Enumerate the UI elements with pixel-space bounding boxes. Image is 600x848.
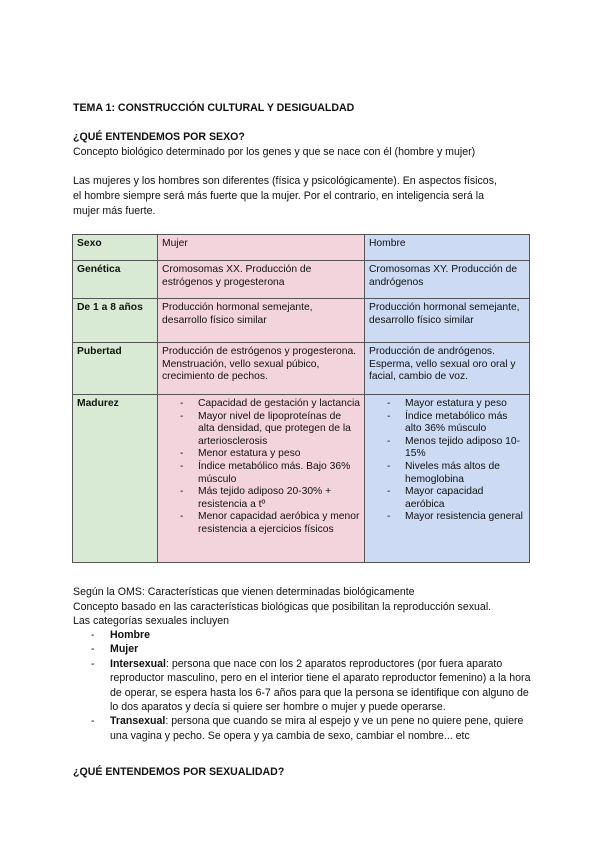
sexual-categories-list	[88, 628, 538, 743]
table-row	[73, 299, 530, 343]
row-label: De 1 a 8 años	[73, 299, 158, 343]
list-item: - Mayor nivel de lipoproteínas de alta densidad, que protegen de la arteriosclerosis	[176, 411, 360, 449]
mujer-madurez-cell	[158, 395, 365, 563]
list-item: - Menor estatura y peso	[176, 448, 360, 461]
sexo-definition: Concepto biológico determinado por los genes y que se nace con él (hombre y mujer)	[73, 146, 476, 158]
list-item: - Mayor resistencia general	[383, 511, 525, 524]
differences-paragraph	[73, 174, 533, 219]
hombre-madurez-cell	[365, 395, 530, 563]
mujer-cell: Producción hormonal semejante, desarrollo físico similar	[158, 299, 365, 343]
list-item: - Índice metabólico más alto 36% músculo	[383, 411, 525, 436]
hombre-cell: Cromosomas XY. Producción de andrógenos	[365, 261, 530, 299]
list-item: - Niveles más altos de hemoglobina	[383, 461, 525, 486]
table-header-row	[73, 235, 530, 261]
section-heading-sexo: ¿QUÉ ENTENDEMOS POR SEXO?	[73, 131, 245, 143]
category-item	[88, 628, 538, 642]
list-item: - Capacidad de gestación y lactancia	[176, 398, 360, 411]
oms-line: Según la OMS: Características que vienen determinadas biológicamente	[73, 586, 415, 598]
category-term: Intersexual	[110, 657, 166, 670]
list-item: - Más tejido adiposo 20-30% + resistencia a tº	[176, 486, 360, 511]
row-label: Pubertad	[73, 343, 158, 395]
table-row	[73, 343, 530, 395]
category-item	[88, 642, 538, 656]
header-cell-mujer: Mujer	[158, 235, 365, 261]
category-description: : persona que nace con los 2 aparatos reproductores (por fuera aparato reproductor masculino, pero en el interior tiene el aparato reproductor femenino) a la hora de operar, se espera hasta los 6-7 años para que la persona se identifique con alguno de lo dos aparatos y decía si quiere ser hombre o mujer y puede operarse.	[110, 657, 531, 714]
table-row	[73, 261, 530, 299]
hombre-cell: Producción hormonal semejante, desarrollo físico similar	[365, 299, 530, 343]
row-label: Madurez	[73, 395, 158, 563]
hombre-cell: Producción de andrógenos. Esperma, vello sexual oro oral y facial, cambio de voz.	[365, 343, 530, 395]
category-term: Hombre	[110, 629, 151, 641]
list-item: - Mayor capacidad aeróbica	[383, 486, 525, 511]
category-item	[88, 714, 538, 743]
list-item: - Mayor estatura y peso	[383, 398, 525, 411]
mujer-madurez-list	[162, 398, 360, 537]
mujer-cell: Producción de estrógenos y progesterona. Menstruación, vello sexual púbico, crecimiento de pechos.	[158, 343, 365, 395]
row-label: Genética	[73, 261, 158, 299]
section-heading-sexualidad: ¿QUÉ ENTENDEMOS POR SEXUALIDAD?	[73, 766, 285, 778]
list-item: - Índice metabólico más. Bajo 36% músculo	[176, 461, 360, 486]
table-row-madurez	[73, 395, 530, 563]
oms-concept-line: Concepto basado en las características biológicas que posibilitan la reproducción sexual.	[73, 601, 492, 613]
header-cell-hombre: Hombre	[365, 235, 530, 261]
category-term: Transexual	[110, 715, 166, 728]
category-item	[88, 657, 538, 715]
list-item: - Menos tejido adiposo 10-15%	[383, 436, 525, 461]
category-description: : persona que cuando se mira al espejo y ve un pene no quiere pene, quiere una vagina y pecho. Se opera y ya cambia de sexo, cambiar el nombre... etc	[110, 715, 524, 742]
sex-comparison-table	[72, 234, 530, 563]
paragraph-line: el hombre siempre será más fuerte que la mujer. Por el contrario, en inteligencia será la	[73, 190, 485, 202]
paragraph-line: Las mujeres y los hombres son diferentes (física y psicológicamente). En aspectos físicos,	[73, 175, 497, 187]
list-item: - Menor capacidad aeróbica y menor resistencia a ejercicios físicos	[176, 511, 360, 536]
mujer-cell: Cromosomas XX. Producción de estrógenos y progesterona	[158, 261, 365, 299]
document-title: TEMA 1: CONSTRUCCIÓN CULTURAL Y DESIGUALDAD	[73, 102, 355, 114]
categories-intro: Las categorías sexuales incluyen	[73, 615, 230, 627]
paragraph-line: mujer más fuerte.	[73, 205, 156, 217]
header-cell-sexo: Sexo	[73, 235, 158, 261]
hombre-madurez-list	[369, 398, 525, 524]
category-term: Mujer	[110, 643, 139, 656]
